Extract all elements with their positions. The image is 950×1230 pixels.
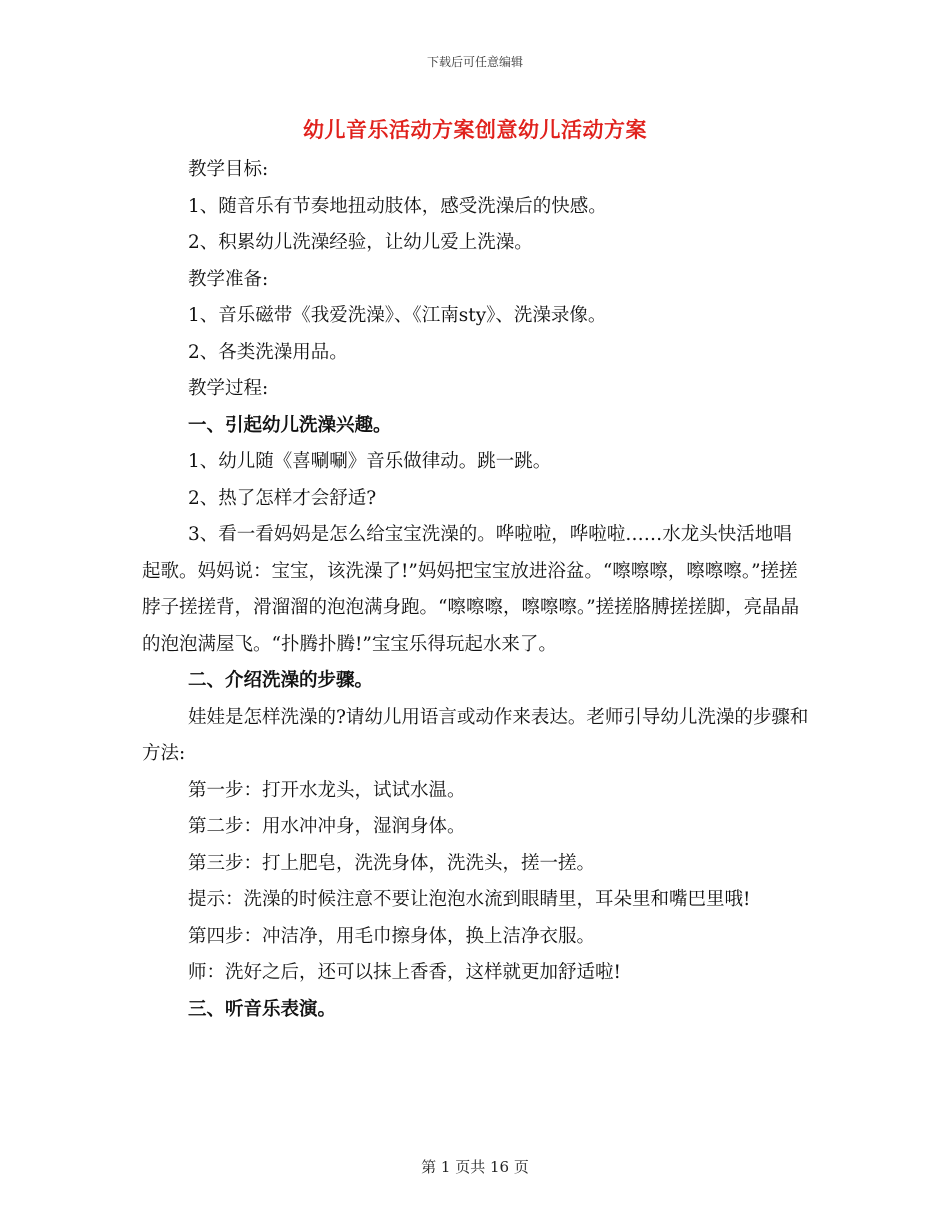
section-heading-process: 教学过程:	[188, 378, 269, 399]
section-heading-goals: 教学目标:	[188, 159, 269, 180]
bathing-intro: 娃娃是怎样洗澡的?请幼儿用语言或动作来表达。老师引导幼儿洗澡的步骤和方法:	[142, 706, 809, 764]
step-heading-2: 二、介绍洗澡的步骤。	[188, 670, 374, 691]
step-heading-3: 三、听音乐表演。	[188, 998, 337, 1020]
page-number: 第 1 页共 16 页	[421, 1158, 529, 1176]
bathing-step-1: 第一步：打开水龙头，试试水温。	[188, 779, 466, 801]
bathing-step-4: 第四步：冲洁净，用毛巾擦身体，换上洁净衣服。	[188, 925, 596, 947]
section-heading-preparation: 教学准备:	[188, 268, 269, 290]
process-item-3: 3、看一看妈妈是怎么给宝宝洗澡的。哗啦啦，哗啦啦……水龙头快活地唱起歌。妈妈说：宝宝，该洗澡了!”妈妈把宝宝放进浴盆。“嚓嚓嚓，嚓嚓嚓。”搓搓脖子搓搓背，滑溜溜的泡泡满身跑。“嚓嚓嚓，嚓嚓嚓。”搓搓胳膊搓搓脚，亮晶晶的泡泡满屋飞。“扑腾扑腾!”宝宝乐得玩起水来了。	[142, 524, 800, 655]
preparation-item-1: 1、音乐磁带《我爱洗澡》、《江南sty》、洗澡录像。	[188, 305, 607, 326]
teacher-remark: 师：洗好之后，还可以抹上香香，这样就更加舒适啦!	[188, 962, 621, 983]
process-item-2: 2、热了怎样才会舒适?	[188, 487, 377, 509]
goal-item-1: 1、随音乐有节奏地扭动肢体，感受洗澡后的快感。	[188, 195, 607, 217]
bathing-step-2: 第二步：用水冲冲身，湿润身体。	[188, 816, 466, 837]
preparation-item-2: 2、各类洗澡用品。	[188, 341, 348, 363]
document-title: 幼儿音乐活动方案创意幼儿活动方案	[303, 117, 647, 142]
header-note: 下载后可任意编辑	[426, 55, 523, 69]
document-body	[142, 152, 810, 1028]
step-heading-1: 一、引起幼儿洗澡兴趣。	[188, 414, 392, 436]
bathing-step-3: 第三步：打上肥皂，洗洗身体，洗洗头，搓一搓。	[188, 852, 596, 874]
goal-item-2: 2、积累幼儿洗澡经验，让幼儿爱上洗澡。	[188, 232, 533, 253]
bathing-tip: 提示：洗澡的时候注意不要让泡泡水流到眼睛里，耳朵里和嘴巴里哦!	[188, 889, 751, 910]
process-item-1: 1、幼儿随《喜唰唰》音乐做律动。跳一跳。	[188, 451, 552, 472]
